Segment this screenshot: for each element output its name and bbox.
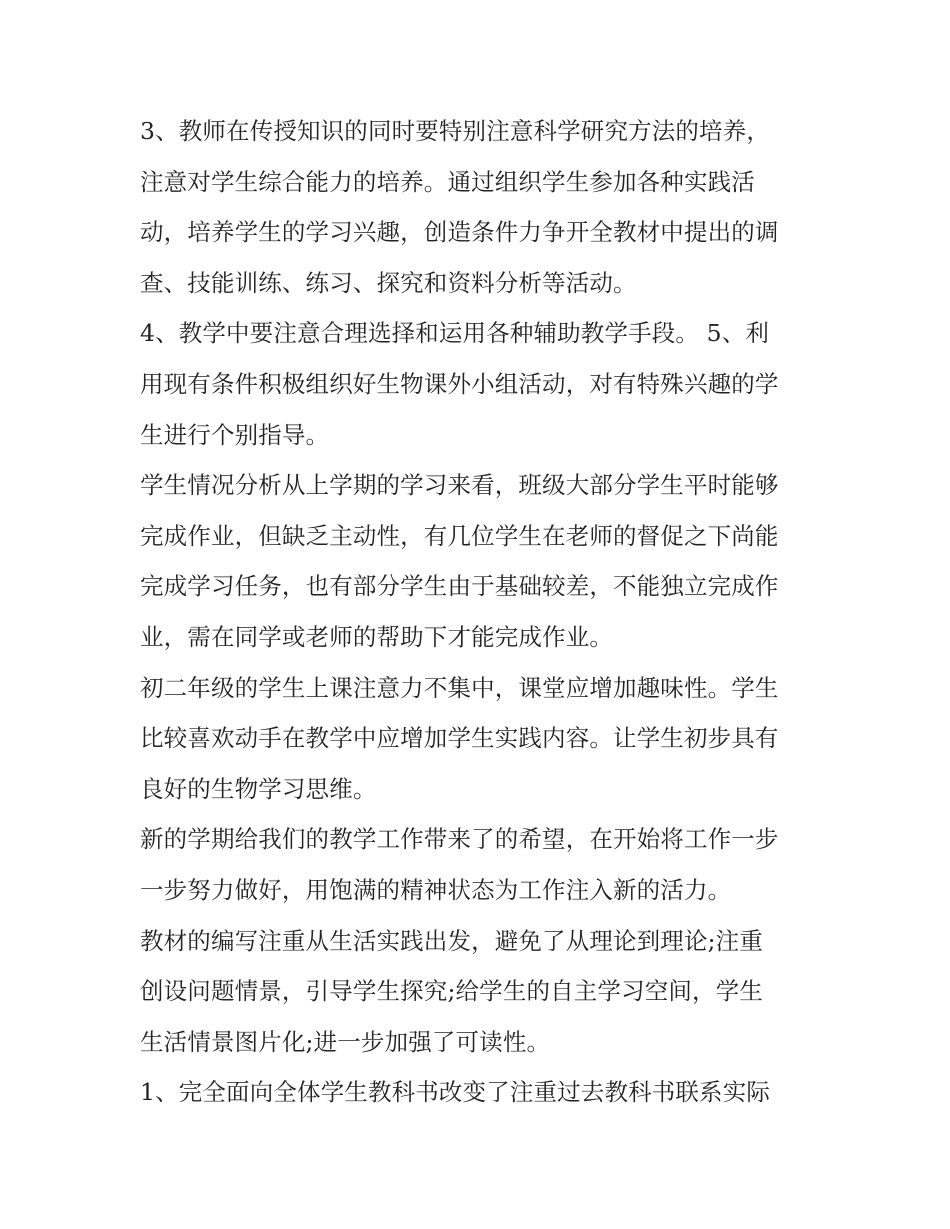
text-line: 查、技能训练、练习、探究和资料分析等活动。	[140, 268, 637, 297]
text-line: 动，培养学生的学习兴趣，创造条件力争开全教材中提出的调	[140, 218, 779, 247]
paragraph-textbook-design	[140, 916, 815, 1068]
text-line: 3、教师在传授知识的同时要特别注意科学研究方法的培养，	[140, 117, 771, 145]
text-line: 生活情景图片化;进一步加强了可读性。	[140, 1027, 551, 1056]
text-line: 1、完全面向全体学生教科书改变了注重过去教科书联系实际	[140, 1078, 771, 1107]
text-line: 创设问题情景，引导学生探究;给学生的自主学习空间，学生	[140, 977, 763, 1006]
text-line: 完成学习任务，也有部分学生由于基础较差，不能独立完成作	[140, 572, 779, 601]
text-line: 用现有条件积极组织好生物课外小组活动，对有特殊兴趣的学	[140, 369, 779, 398]
text-line: 注意对学生综合能力的培养。通过组织学生参加各种实践活	[140, 167, 755, 196]
paragraph-grade-two-students	[140, 663, 815, 815]
text-line: 良好的生物学习思维。	[140, 774, 377, 803]
paragraph-teaching-methods	[140, 106, 815, 308]
text-line: 完成作业，但缺乏主动性，有几位学生在老师的督促之下尚能	[140, 521, 779, 550]
paragraph-teaching-aids	[140, 308, 815, 460]
text-line: 生进行个别指导。	[140, 420, 330, 449]
text-line: 新的学期给我们的教学工作带来了的希望，在开始将工作一步	[140, 825, 779, 854]
text-line: 业，需在同学或老师的帮助下才能完成作业。	[140, 622, 613, 651]
document-body	[140, 106, 815, 1118]
paragraph-student-analysis	[140, 460, 815, 662]
text-line: 学生情况分析从上学期的学习来看，班级大部分学生平时能够	[140, 471, 779, 500]
text-line: 4、教学中要注意合理选择和运用各种辅助教学手段。 5、利	[140, 319, 770, 348]
paragraph-new-semester	[140, 814, 815, 915]
text-line: 初二年级的学生上课注意力不集中，课堂应增加趣味性。学生	[140, 673, 779, 702]
text-line: 教材的编写注重从生活实践出发，避免了从理论到理论;注重	[140, 926, 763, 955]
paragraph-textbook-point-one	[140, 1067, 815, 1118]
text-line: 比较喜欢动手在教学中应增加学生实践内容。让学生初步具有	[140, 724, 779, 753]
text-line: 一步努力做好，用饱满的精神状态为工作注入新的活力。	[140, 875, 732, 904]
